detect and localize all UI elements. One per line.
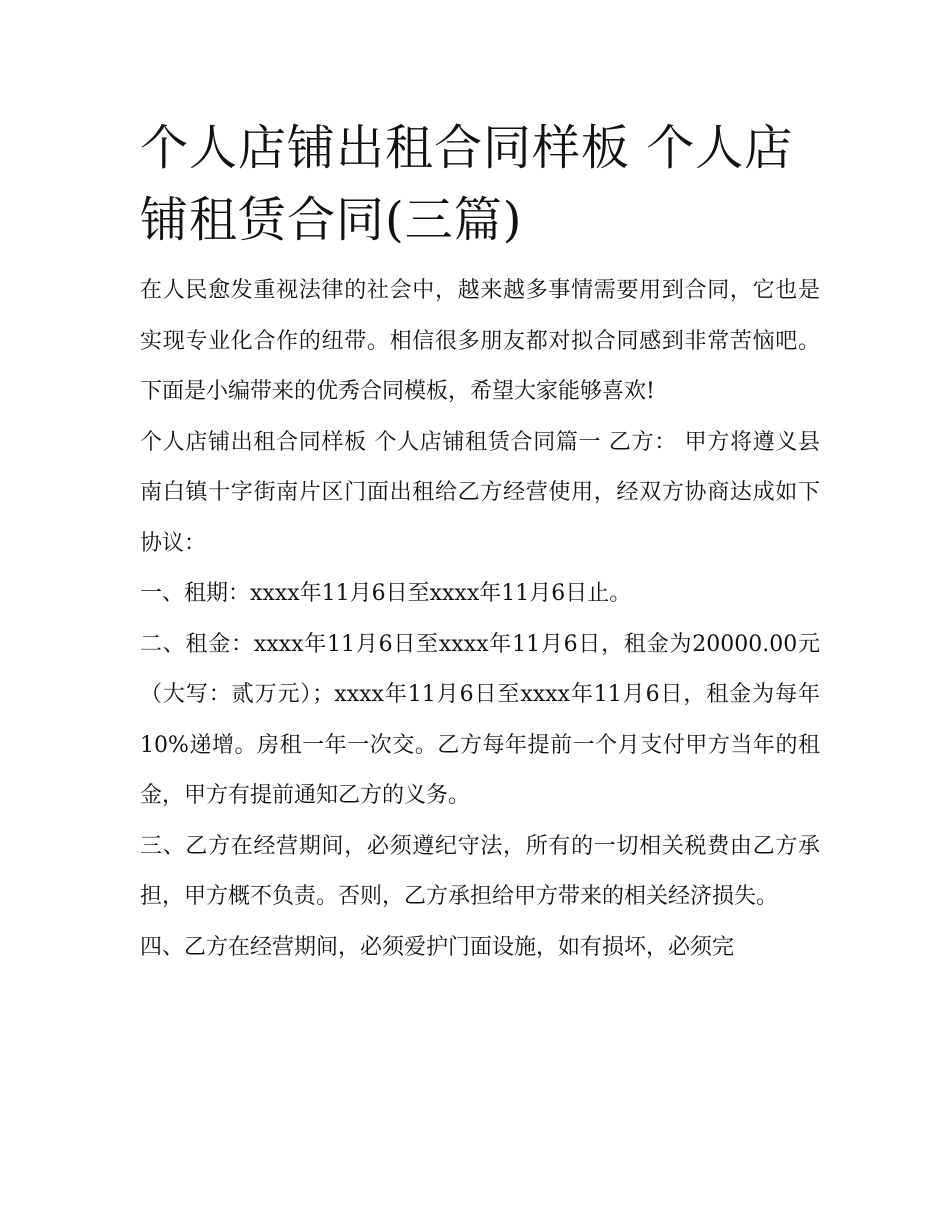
document-title: 个人店铺出租合同样板 个人店铺租赁合同(三篇) bbox=[140, 120, 794, 248]
clause-2-rent: 二、租金：xxxx年11月6日至xxxx年11月6日，租金为20000.00元（大写：贰万元）；xxxx年11月6日至xxxx年11月6日，租金为每年10%递增。房租一年一次交。乙方每年提前一个月支付甲方当年的租金，甲方有提前通知乙方的义务。 bbox=[140, 631, 820, 808]
clause-4-facilities: 四、乙方在经营期间，必须爱护门面设施，如有损坏，必须完 bbox=[140, 934, 735, 960]
clause-3-taxes: 三、乙方在经营期间，必须遵纪守法，所有的一切相关税费由乙方承担，甲方概不负责。否则，乙方承担给甲方带来的相关经济损失。 bbox=[140, 833, 820, 909]
clause-1-lease-term: 一、租期：xxxx年11月6日至xxxx年11月6日止。 bbox=[140, 581, 632, 606]
contract-heading-paragraph: 个人店铺出租合同样板 个人店铺租赁合同篇一 乙方： 甲方将遵义县南白镇十字街南片区门面出租给乙方经营使用，经双方协商达成如下协议： bbox=[140, 429, 820, 556]
intro-paragraph: 在人民愈发重视法律的社会中，越来越多事情需要用到合同，它也是实现专业化合作的纽带。相信很多朋友都对拟合同感到非常苦恼吧。下面是小编带来的优秀合同模板，希望大家能够喜欢! bbox=[140, 278, 820, 404]
document-page bbox=[140, 112, 820, 973]
